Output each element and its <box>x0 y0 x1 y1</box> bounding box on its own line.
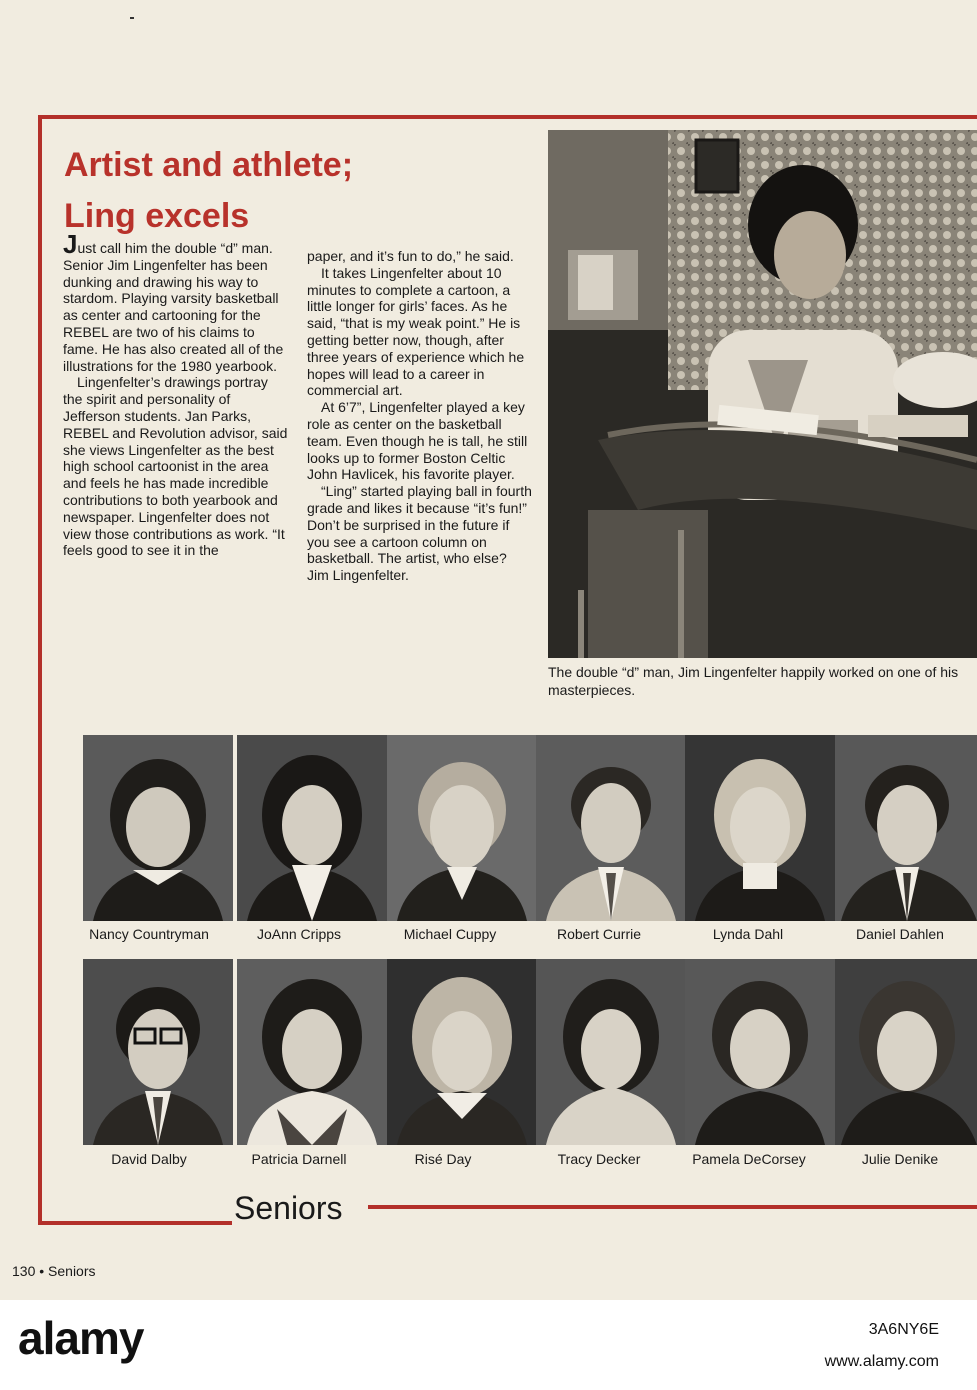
student-name: Patricia Darnell <box>251 1151 347 1167</box>
article-column-2 <box>307 248 532 584</box>
portrait-photo <box>387 959 537 1145</box>
brand-logo: alamy <box>18 1312 144 1364</box>
portrait-photo <box>83 959 233 1145</box>
article-paragraph: paper, and it’s fun to do,” he said. <box>307 248 514 264</box>
feature-photo <box>548 130 977 658</box>
portrait-photo <box>83 735 233 921</box>
portrait-photo <box>536 735 686 921</box>
article-paragraph: Just call him the double “d” man. Senior Jim Lingenfelter has been dunking and drawing his way to stardom. Playing varsity basketball as center and cartooning for the REBEL are two of his claims to fame. He has also created all of the illustrations for the 1980 yearbook. <box>63 229 284 374</box>
article-headline <box>64 140 534 242</box>
red-rule-bottom-right <box>368 1205 977 1209</box>
image-id: 3A6NY6E <box>868 1321 939 1338</box>
feature-photo-art <box>548 130 977 658</box>
student-name: Daniel Dahlen <box>856 926 944 942</box>
article-column-1 <box>63 229 288 559</box>
red-rule-bottom-left <box>38 1221 232 1225</box>
article-paragraph: It takes Lingenfelter about 10 minutes to complete a cartoon, a little longer for girls’ faces. As he said, “that is my weak point.” He is getting better now, though, after three years of experience which he hopes will lead to a career in commercial art. <box>307 264 525 399</box>
student-name: Michael Cuppy <box>403 926 497 942</box>
print-mark <box>130 17 134 19</box>
article-paragraph: At 6’7”, Lingenfelter played a key role as center on the basketball team. Even though he is tall, he still looks up to former Boston Celtic John Havlicek, his favorite player. <box>307 399 528 483</box>
student-name: Lynda Dahl <box>712 926 784 942</box>
site-url: www.alamy.com <box>824 1353 939 1370</box>
headline-line-2: Ling excels <box>64 197 250 235</box>
portrait-photo <box>835 959 977 1145</box>
page-folio: 130 • Seniors <box>12 1263 96 1279</box>
portrait-photo <box>685 735 835 921</box>
portrait-photo <box>387 735 537 921</box>
student-name: JoAnn Cripps <box>256 926 342 942</box>
student-name: Julie Denike <box>861 1151 939 1167</box>
portrait-photo <box>685 959 835 1145</box>
article-paragraph: “Ling” started playing ball in fourth grade and likes it because “it’s fun!” Don’t be surprised in the future if you see a cartoon column on basketball. The artist, who else? Jim Lingenfelter. <box>307 483 532 584</box>
student-name: David Dalby <box>111 1151 187 1167</box>
red-rule-top <box>38 115 977 119</box>
article-paragraph: Lingenfelter’s drawings portray the spirit and personality of Jefferson students. Jan Parks, REBEL and Revolution advisor, said she views Lingenfelter as the best high school cartoonist in the area and feels he has made incredible contributions to both yearbook and newspaper. Lingenfelter does not view those contributions as work. “It feels good to see it in the <box>63 374 288 559</box>
drop-cap: J <box>63 229 78 259</box>
portrait-photo <box>237 735 387 921</box>
student-name: Pamela DeCorsey <box>692 1151 806 1167</box>
student-name: Risé Day <box>414 1151 472 1167</box>
student-name: Robert Currie <box>556 926 642 942</box>
student-name: Nancy Countryman <box>89 926 209 942</box>
headline-line-1: Artist and athlete; <box>64 146 354 184</box>
portrait-photo <box>536 959 686 1145</box>
section-label: Seniors <box>234 1190 343 1226</box>
watermark-bar <box>0 1300 977 1390</box>
photo-caption: The double “d” man, Jim Lingenfelter happily worked on one of his masterpieces. <box>548 664 959 698</box>
red-rule-left <box>38 115 42 1225</box>
portrait-photo <box>237 959 387 1145</box>
portrait-photo <box>835 735 977 921</box>
student-name: Tracy Decker <box>557 1151 641 1167</box>
